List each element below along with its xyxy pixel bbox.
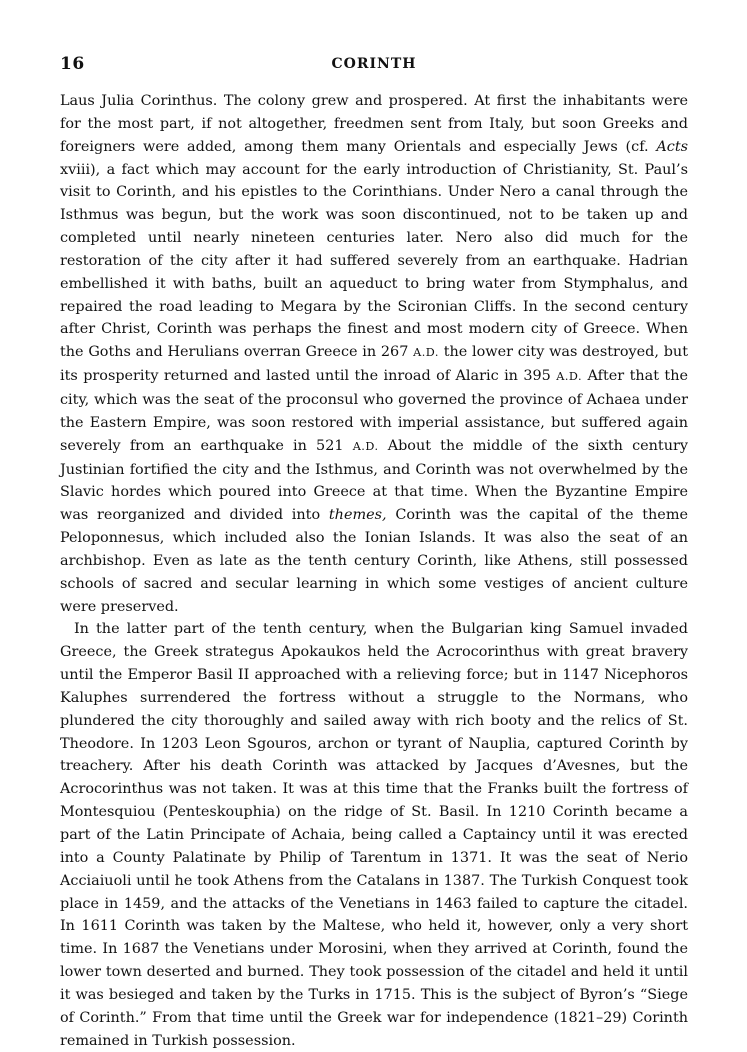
text-run: Corinth was the capital of the theme Peloponnesus, which included also the Ionian Islands. It was also the seat of an archbishop. Even as late as the tenth century Corinth, like Athens, still possessed schools of sacred and secular learning in which some vestiges of ancient culture were preserved. [60, 507, 688, 615]
running-header [60, 54, 688, 80]
small-caps-text: A.D. [556, 370, 583, 384]
text-run: xviii), a fact which may account for the early introduction of Christianity, St. Paul’s visit to Corinth, and his epistles to the Corinthians. Under Nero a canal through the Isthmus was begun, but the work was soon discontinued, not to be taken up and completed until nearly nineteen centuries later. Nero also did much for the restoration of the city after it had suffered severely from an earthquake. Hadrian embellished it with baths, built an aqueduct to bring water from Stymphalus, and repaired the road leading to Megara by the Scironian Cliffs. In the second century after Christ, Corinth was perhaps the finest and most modern city of Greece. When the Goths and Herulians overran Greece in 267 [60, 161, 688, 361]
body-text [60, 90, 688, 1052]
book-page [60, 0, 688, 1049]
page-number: 16 [60, 54, 85, 74]
text-run: In the latter part of the tenth century, when the Bulgarian king Samuel invaded Greece, the Greek strategus Apokaukos held the Acrocorinthus with great bravery until the Emperor Basil II approached with a relieving force; but in 1147 Nicephoros Kaluphes surrendered the fortress without a struggle to the Normans, who plundered the city thoroughly and sailed away with rich booty and the relics of St. Theodore. In 1203 Leon Sgouros, archon or tyrant of Nauplia, captured Corinth by treachery. After his death Corinth was attacked by Jacques d’Avesnes, but the Acrocorinthus was not taken. It was at this time that the Franks built the fortress of Montesquiou (Penteskouphia) on the ridge of St. Basil. In 1210 Corinth became a part of the Latin Principate of Achaia, being called a Captaincy until it was erected into a County Palatinate by Philip of Tarentum in 1371. It was the seat of Nerio Acciaiuoli until he took Athens from the Catalans in 1387. The Turkish Conquest took place in 1459, and the attacks of the Venetians in 1463 failed to capture the citadel. In 1611 Corinth was taken by the Maltese, who held it, however, only a very short time. In 1687 the Venetians under Morosini, when they arrived at Corinth, found the lower town deserted and burned. They took possession of the citadel and held it until it was besieged and taken by the Turks in 1715. This is the subject of Byron’s “Siege of Corinth.” From that time until the Greek war for independence (1821–29) Corinth remained in Turkish possession. [60, 621, 688, 1049]
paragraph [60, 90, 688, 618]
text-run: After that the city, which was the seat of the proconsul who governed the province of Achaea under the Eastern Empire, was soon restored with imperial assistance, but suffered again severely from an earthquake in 521 [60, 368, 688, 454]
small-caps-text: A.D. [413, 346, 439, 360]
small-caps-text: A.D. [352, 439, 379, 453]
italic-text: Acts [656, 138, 688, 155]
text-run: About the middle of the sixth century Justinian fortified the city and the Isthmus, and Corinth was not overwhelmed by the Slavic hordes which poured into Greece at that time. When the Byzantine Empire was reorganized and divided into [60, 437, 688, 524]
running-title: CORINTH [331, 56, 417, 72]
italic-text: themes, [328, 507, 387, 524]
text-run: Laus Julia Corinthus. The colony grew and prospered. At first the inhabitants were for the most part, if not altogether, freedmen sent from Italy, but soon Greeks and foreigners were added, among them many Orientals and especially Jews (cf. [60, 93, 688, 155]
paragraph [60, 618, 688, 1052]
text-run: the lower city was destroyed, but its prosperity returned and lasted until the inroad of Alaric in 395 [60, 344, 688, 385]
